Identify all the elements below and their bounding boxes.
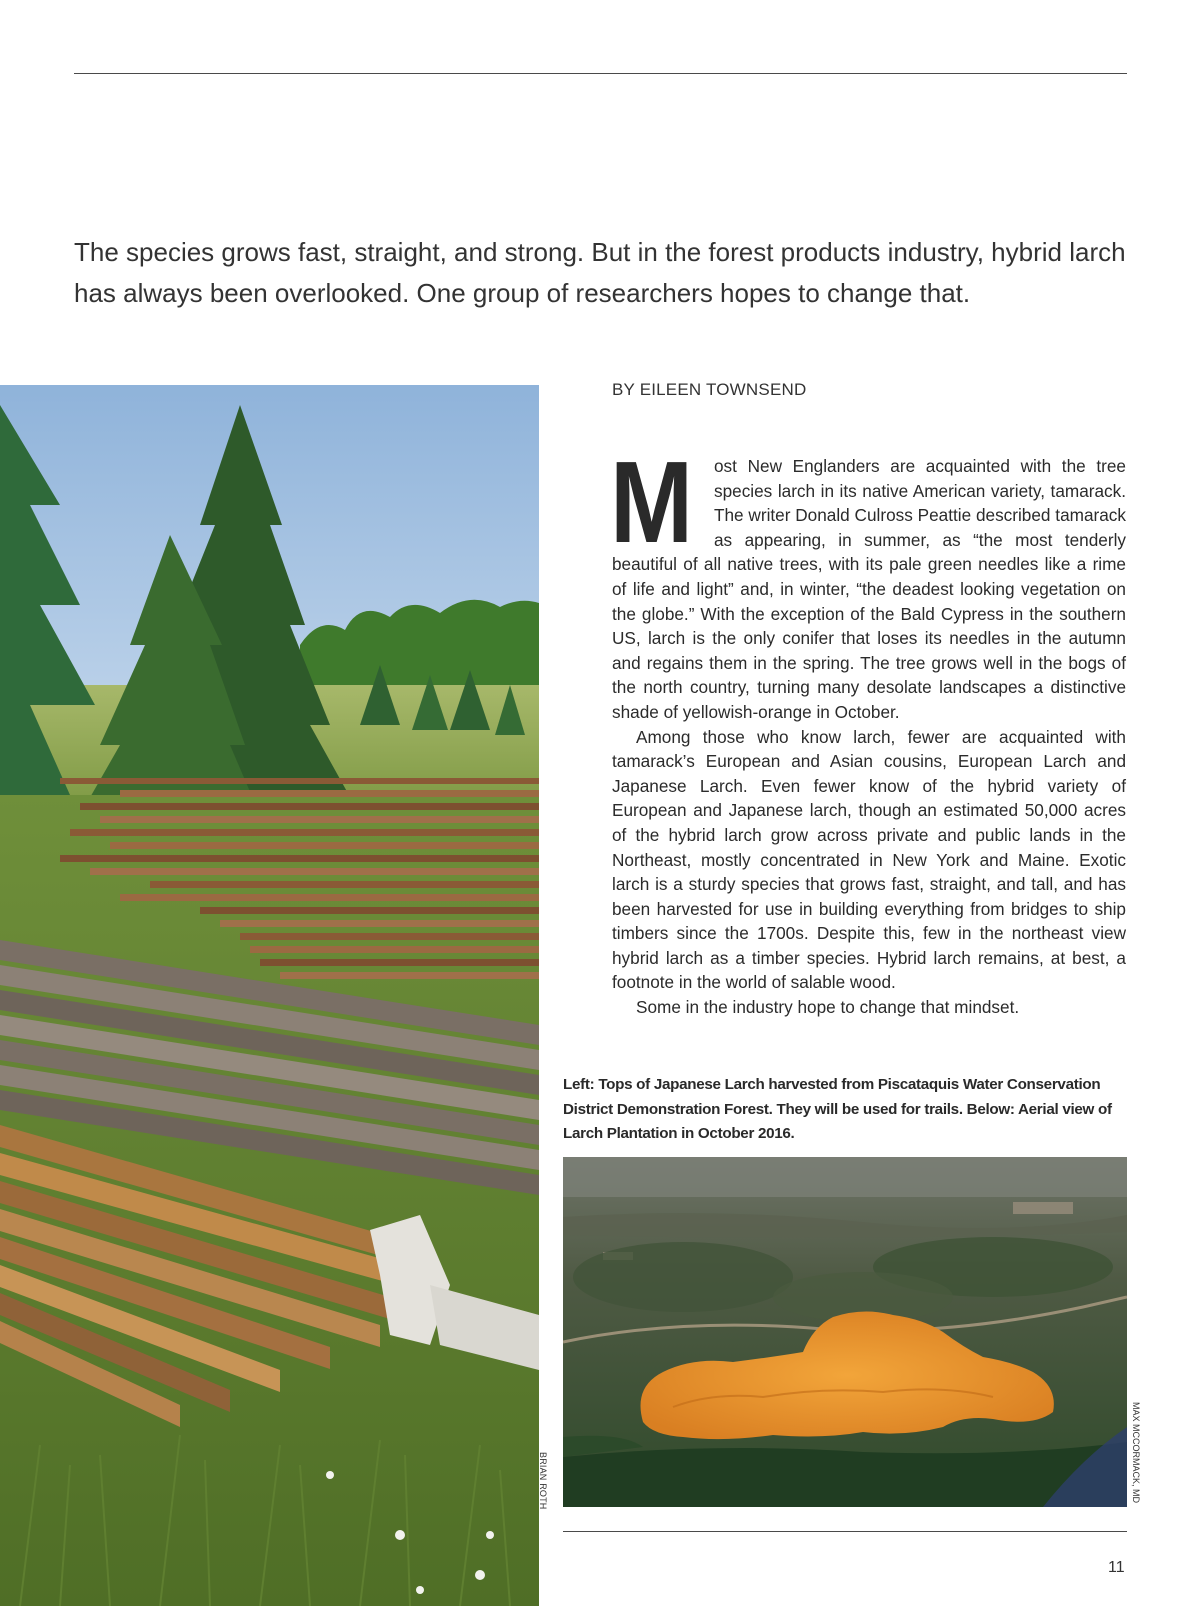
article-deck: The species grows fast, straight, and strong. But in the forest products industry, hybrid larch has always been overlooked. One group of researchers hopes to change that. <box>74 237 1126 308</box>
article-paragraph <box>610 437 1126 725</box>
lumber-stack-photo <box>0 385 539 1606</box>
paragraph-text: ost New Englanders are acquainted with the tree species larch in its native American variety, tamarack. The writer Donald Culross Peattie described tamarack as appearing, in summer, as “the most tenderly beautiful of all native trees, with its pale green needles like a rime of life and light” and, in winter, “the deadest looking vegetation on the globe.” With the exception of the Bald Cypress in the southern US, larch is the only conifer that loses its needles in the autumn and regains them in the spring. The tree grows well in the bogs of the north country, turning many desolate landscapes a distinctive shade of yellowish-orange in October. <box>612 456 1126 722</box>
aerial-larch-photo <box>563 1157 1127 1507</box>
article-body <box>610 437 1126 1020</box>
top-rule <box>74 73 1127 74</box>
photo-credit-left: BRIAN ROTH <box>538 1452 548 1510</box>
article-paragraph: Among those who know larch, fewer are acquainted with tamarack’s European and Asian cousins, European Larch and Japanese Larch. Even fewer know of the hybrid variety of European and Japanese larch, though an estimated 50,000 acres of the hybrid larch grow across private and public lands in the Northeast, mostly concentrated in New York and Maine. Exotic larch is a sturdy species that grows fast, straight, and tall, and has been harvested for use in building everything from bridges to ship timbers since the 1700s. Despite this, few in the northeast view hybrid larch as a timber species. Hybrid larch remains, at best, a footnote in the world of salable wood. <box>612 726 1126 993</box>
article-paragraph: Some in the industry hope to change that mindset. <box>636 997 1020 1018</box>
bottom-rule <box>563 1531 1127 1532</box>
photo-caption: Left: Tops of Japanese Larch harvested from Piscataquis Water Conservation District Demonstration Forest. They will be used for trails. Below: Aerial view of Larch Plantation in October 2016. <box>563 1076 1112 1143</box>
page-number: 11 <box>1108 1559 1125 1576</box>
byline: BY EILEEN TOWNSEND <box>612 380 807 399</box>
drop-cap: M <box>610 437 690 567</box>
photo-credit-right: MAX MCCORMACK, MD <box>1131 1402 1141 1503</box>
